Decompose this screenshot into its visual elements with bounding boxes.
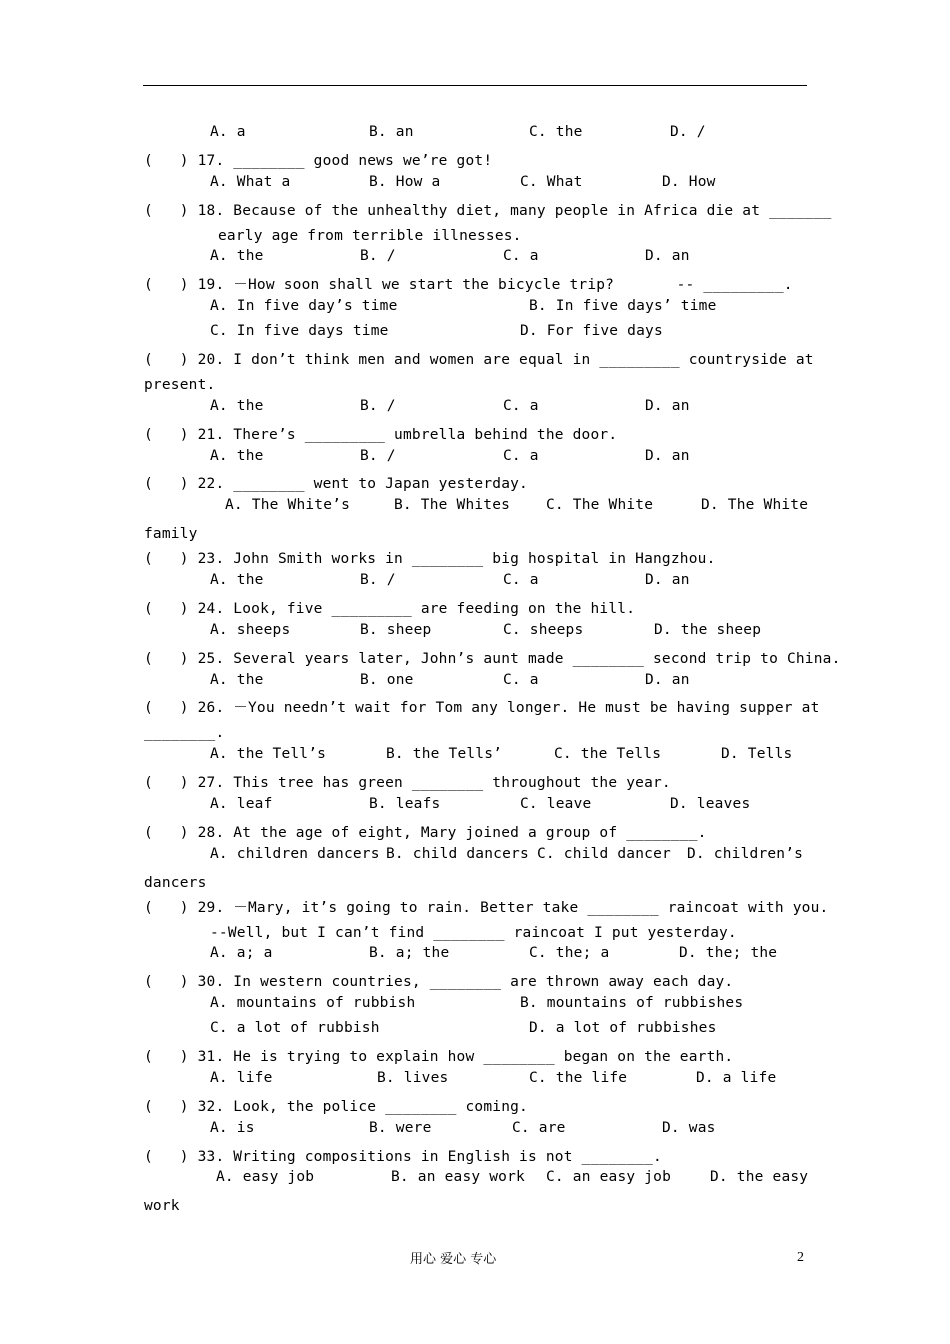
options-q25 (144, 672, 808, 697)
option-d: D. an (645, 572, 690, 589)
question-21: ( ) 21. There’s _________ umbrella behind the door. (144, 426, 618, 443)
question-29: ( ) 29. －Mary, it’s going to rain. Better take ________ raincoat with you. (144, 899, 829, 916)
option-c: C. the; a (529, 945, 610, 962)
options-q32 (144, 1120, 808, 1145)
option-c: C. The White (546, 497, 654, 514)
option-b: B. one (360, 671, 414, 688)
option-a: A. is (210, 1119, 255, 1136)
question-22-continuation: family (144, 526, 198, 543)
option-c: C. a (503, 248, 539, 265)
option-b: B. leafs (369, 796, 441, 813)
question-27: ( ) 27. This tree has green ________ throughout the year. (144, 775, 671, 792)
option-a: A. the (210, 572, 264, 589)
question-28-continuation: dancers (144, 874, 207, 891)
options-q30-row1 (144, 995, 808, 1020)
option-d: D. How (662, 173, 716, 190)
option-c: C. sheeps (503, 621, 584, 638)
option-b: B. the Tells’ (386, 746, 503, 763)
option-a: A. easy job (216, 1169, 315, 1186)
option-d: D. a life (696, 1069, 777, 1086)
option-c: C. are (512, 1119, 566, 1136)
options-q28 (144, 846, 808, 871)
option-a: A. sheeps (210, 621, 291, 638)
question-30: ( ) 30. In western countries, ________ are thrown away each day. (144, 974, 734, 991)
question-20-continuation: present. (144, 376, 216, 393)
options-q23 (144, 572, 808, 597)
option-b: B. mountains of rubbishes (520, 995, 744, 1012)
option-a: A. leaf (210, 796, 273, 813)
option-c: C. the (529, 124, 583, 140)
option-d: D. was (662, 1119, 716, 1136)
option-b: B. a; the (369, 945, 450, 962)
option-c: C. the Tells (554, 746, 662, 763)
question-31: ( ) 31. He is trying to explain how ________ began on the earth. (144, 1048, 734, 1065)
option-a: A. In five day’s time (210, 298, 398, 315)
options-q27 (144, 796, 808, 821)
option-b: B. How a (369, 173, 441, 190)
option-d: D. an (645, 397, 690, 414)
option-d: D. an (645, 671, 690, 688)
option-d: D. The White (701, 497, 809, 514)
option-c: C. a (503, 397, 539, 414)
option-a: A. children dancers (210, 845, 380, 862)
option-a: A. life (210, 1069, 273, 1086)
option-d: D. For five days (520, 323, 663, 340)
option-b: B. an easy work (391, 1169, 525, 1186)
question-17: ( ) 17. ________ good news we’re got! (144, 152, 493, 169)
options-q19-row1 (144, 298, 808, 323)
option-a: A. a; a (210, 945, 273, 962)
header-rule (143, 85, 807, 86)
question-29-line2: --Well, but I can’t find ________ raincoat I put yesterday. (210, 924, 737, 941)
option-a: A. The White’s (225, 497, 351, 514)
options-q17 (144, 174, 808, 199)
page-number: 2 (797, 1250, 804, 1265)
option-c: C. a lot of rubbish (210, 1020, 380, 1037)
question-26: ( ) 26. －You needn’t wait for Tom any longer. He must be having supper at (144, 700, 820, 717)
question-32: ( ) 32. Look, the police ________ coming. (144, 1098, 528, 1115)
option-c: C. a (503, 572, 539, 589)
option-a: A. the (210, 671, 264, 688)
option-c: C. What (520, 173, 583, 190)
question-25: ( ) 25. Several years later, John’s aunt made ________ second trip to China. (144, 650, 841, 667)
option-a: A. the (210, 397, 264, 414)
option-d: D. the; the (679, 945, 778, 962)
option-b: B. / (360, 572, 396, 589)
options-q31 (144, 1070, 808, 1095)
question-18: ( ) 18. Because of the unhealthy diet, many people in Africa die at _______ (144, 202, 832, 219)
question-18-continuation: early age from terrible illnesses. (218, 227, 522, 244)
question-list (144, 124, 841, 1219)
option-d: D. an (645, 248, 690, 265)
question-33: ( ) 33. Writing compositions in English is not ________. (144, 1148, 662, 1165)
question-26-continuation: ________. (144, 725, 225, 742)
options-q24 (144, 622, 808, 647)
option-d: D. children’s (687, 845, 804, 862)
option-b: B. sheep (360, 621, 432, 638)
options-q21 (144, 448, 808, 473)
options-q16 (144, 124, 808, 149)
option-a: A. mountains of rubbish (210, 995, 416, 1012)
option-d: D. a lot of rubbishes (529, 1020, 717, 1037)
option-c: C. a (503, 447, 539, 464)
question-19: ( ) 19. －How soon shall we start the bicycle trip? -- _________. (144, 277, 793, 294)
question-22: ( ) 22. ________ went to Japan yesterday. (144, 476, 528, 493)
option-a: A. the (210, 248, 264, 265)
option-b: B. / (360, 248, 396, 265)
option-d: D. leaves (670, 796, 751, 813)
question-23: ( ) 23. John Smith works in ________ big hospital in Hangzhou. (144, 551, 716, 568)
options-q26 (144, 746, 808, 771)
page-footer: 用心 爱心 专心 (410, 1252, 497, 1267)
option-c: C. the life (529, 1069, 628, 1086)
option-d: D. / (670, 124, 706, 140)
option-c: C. an easy job (546, 1169, 672, 1186)
option-b: B. were (369, 1119, 432, 1136)
option-a: A. What a (210, 173, 291, 190)
option-d: D. the easy (710, 1169, 809, 1186)
options-q22 (144, 497, 808, 522)
option-b: B. In five days’ time (529, 298, 717, 315)
option-a: A. the (210, 447, 264, 464)
question-28: ( ) 28. At the age of eight, Mary joined a group of ________. (144, 824, 707, 841)
options-q30-row2 (144, 1020, 808, 1045)
option-c: C. leave (520, 796, 592, 813)
option-a: A. the Tell’s (210, 746, 327, 763)
option-b: B. The Whites (394, 497, 511, 514)
question-33-continuation: work (144, 1198, 180, 1215)
option-b: B. / (360, 397, 396, 414)
option-a: A. a (210, 124, 246, 140)
question-24: ( ) 24. Look, five _________ are feeding on the hill. (144, 600, 636, 617)
option-b: B. lives (377, 1069, 449, 1086)
options-q19-row2 (144, 323, 808, 348)
question-20: ( ) 20. I don’t think men and women are equal in _________ countryside at (144, 352, 814, 369)
option-d: D. an (645, 447, 690, 464)
options-q20 (144, 398, 808, 423)
options-q33 (144, 1169, 808, 1194)
option-b: B. / (360, 447, 396, 464)
option-c: C. a (503, 671, 539, 688)
option-c: C. child dancer (537, 845, 671, 862)
option-d: D. the sheep (654, 621, 762, 638)
options-q18 (144, 248, 808, 273)
option-d: D. Tells (721, 746, 793, 763)
options-q29 (144, 945, 808, 970)
option-b: B. child dancers (386, 845, 529, 862)
option-c: C. In five days time (210, 323, 389, 340)
option-b: B. an (369, 124, 414, 140)
